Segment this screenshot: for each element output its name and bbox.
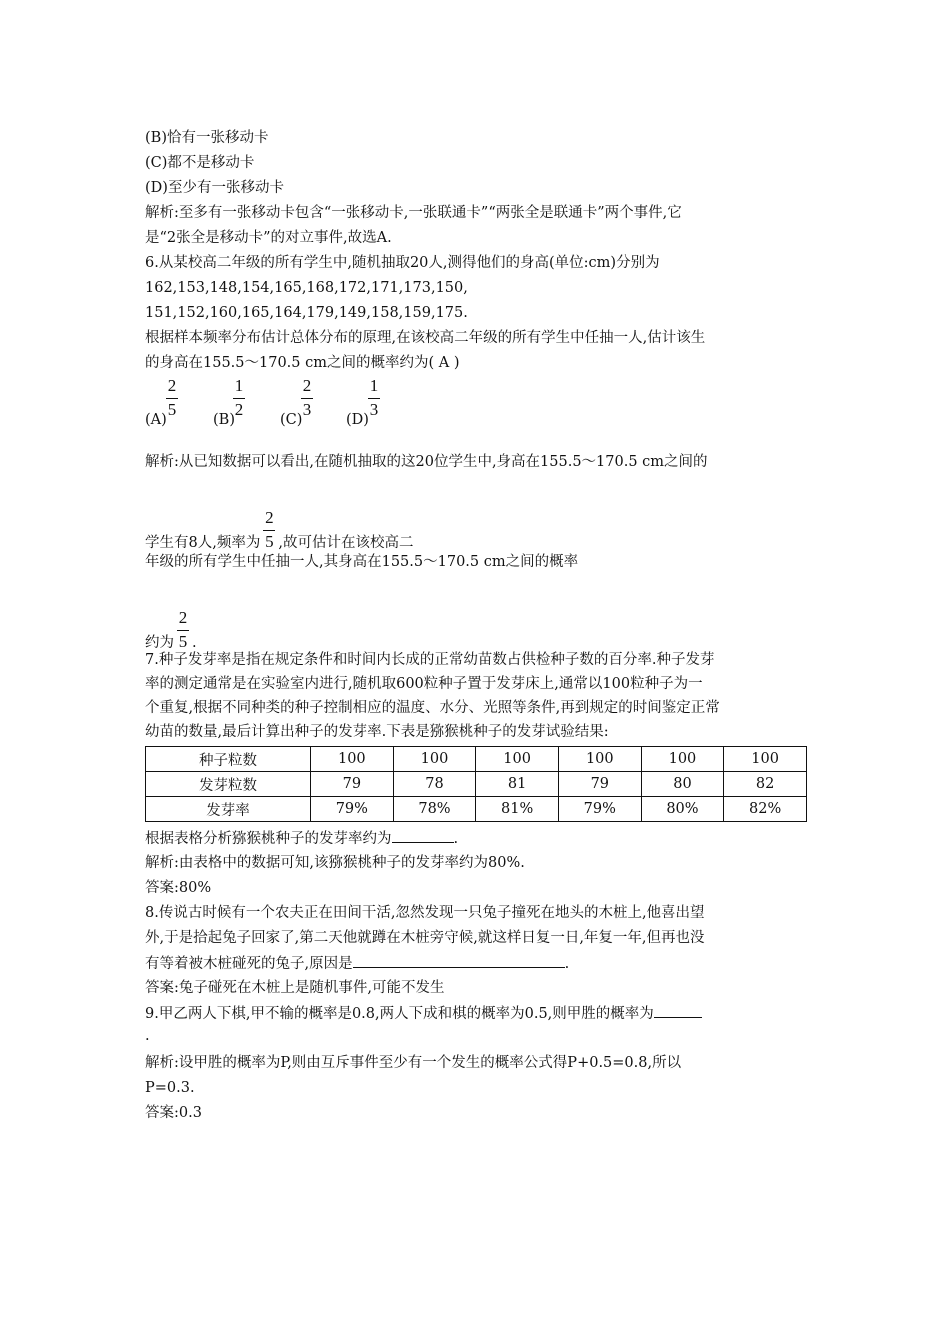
table-cell: 79% xyxy=(558,797,641,822)
fraction-denominator: 5 xyxy=(265,532,274,551)
table-row xyxy=(146,772,807,797)
table-cell: 100 xyxy=(558,747,641,772)
q6-analysis-line-4 xyxy=(145,608,197,653)
q8-stem-line-3 xyxy=(145,953,569,974)
q7-stem-line-1: 7.种子发芽率是指在规定条件和时间内长成的正常幼苗数占供检种子数的百分率.种子发芽 xyxy=(145,652,715,668)
table-cell: 78 xyxy=(393,772,476,797)
q6-option-b-fraction xyxy=(230,376,248,421)
q7-stem-line-2: 率的测定通常是在实验室内进行,随机取600粒种子置于发芽床上,通常以100粒种子为一 xyxy=(145,676,703,692)
table-cell: 82 xyxy=(724,772,807,797)
q6-option-c-fraction xyxy=(298,376,316,421)
q9-answer: 答案:0.3 xyxy=(145,1105,202,1121)
q6-data-line-1: 162,153,148,154,165,168,172,171,173,150, xyxy=(145,280,468,296)
fraction-numerator: 2 xyxy=(178,608,188,627)
table-cell: 81 xyxy=(476,772,559,797)
q7-answer: 答案:80% xyxy=(145,880,212,896)
table-cell: 100 xyxy=(311,747,394,772)
answer-blank xyxy=(654,1003,702,1018)
q9-analysis-line-1: 解析:设甲胜的概率为P,则由互斥事件至少有一个发生的概率公式得P+0.5=0.8,所以 xyxy=(145,1055,682,1071)
answer-blank xyxy=(392,828,454,843)
table-cell: 79 xyxy=(311,772,394,797)
q8-stem-end: . xyxy=(564,956,570,972)
fraction-numerator: 2 xyxy=(167,376,177,395)
q6-option-a-fraction xyxy=(163,376,181,421)
row-header: 发芽率 xyxy=(146,797,311,822)
q7-stem-line-3: 个重复,根据不同种类的种子控制相应的温度、水分、光照等条件,再到规定的时间鉴定正常 xyxy=(145,700,720,716)
q6-option-d-fraction xyxy=(365,376,383,421)
q6-analysis-text-a: 学生有8人,频率为 xyxy=(145,535,261,551)
q6-option-b-label: (B) xyxy=(213,412,235,428)
fraction-denominator: 5 xyxy=(178,632,188,651)
table-row xyxy=(146,797,807,822)
q7-question-end: . xyxy=(453,831,459,847)
q6-stem-line-1: 6.从某校高二年级的所有学生中,随机抽取20人,测得他们的身高(单位:cm)分别为 xyxy=(145,255,660,271)
q6-stem-line-2: 根据样本频率分布估计总体分布的原理,在该校高二年级的所有学生中任抽一人,估计该生 xyxy=(145,330,706,346)
q5-option-d: (D)至少有一张移动卡 xyxy=(145,180,284,196)
q6-analysis-line-3: 年级的所有学生中任抽一人,其身高在155.5～170.5 cm之间的概率 xyxy=(145,554,579,570)
fraction-denominator: 5 xyxy=(167,400,177,419)
q7-stem-line-4: 幼苗的数量,最后计算出种子的发芽率.下表是猕猴桃种子的发芽试验结果: xyxy=(145,724,609,740)
q9-stem-text: 9.甲乙两人下棋,甲不输的概率是0.8,两人下成和棋的概率为0.5,则甲胜的概率为 xyxy=(145,1006,654,1022)
table-cell: 100 xyxy=(724,747,807,772)
q8-answer: 答案:兔子碰死在木桩上是随机事件,可能不发生 xyxy=(145,980,445,996)
table-cell: 78% xyxy=(393,797,476,822)
table-row xyxy=(146,747,807,772)
fraction-numerator: 2 xyxy=(302,376,312,395)
q6-analysis-text-c: 约为 xyxy=(145,635,174,651)
q7-question xyxy=(145,828,458,849)
q5-analysis-line-1: 解析:至多有一张移动卡包含“一张移动卡,一张联通卡”“两张全是联通卡”两个事件,它 xyxy=(145,205,682,221)
fraction-denominator: 2 xyxy=(234,400,244,419)
q8-stem-line-2: 外,于是拾起兔子回家了,第二天他就蹲在木桩旁守候,就这样日复一日,年复一年,但再也没 xyxy=(145,930,705,946)
q6-stem-line-3: 的身高在155.5～170.5 cm之间的概率约为( A ) xyxy=(145,355,460,371)
table-cell: 100 xyxy=(393,747,476,772)
q6-option-d-label: (D) xyxy=(346,412,369,428)
table-cell: 81% xyxy=(476,797,559,822)
q8-stem-text: 有等着被木桩碰死的兔子,原因是 xyxy=(145,956,353,972)
q6-analysis-line-2 xyxy=(145,508,413,553)
fraction-numerator: 1 xyxy=(234,376,244,395)
q6-data-line-2: 151,152,160,165,164,179,149,158,159,175. xyxy=(145,305,468,321)
q6-analysis-text-b: ,故可估计在该校高二 xyxy=(278,535,414,551)
fraction-numerator: 2 xyxy=(265,508,274,527)
q6-analysis-text-d: . xyxy=(192,635,197,651)
table-cell: 80% xyxy=(641,797,724,822)
q7-analysis: 解析:由表格中的数据可知,该猕猴桃种子的发芽率约为80%. xyxy=(145,855,525,871)
q9-stem-line-2: . xyxy=(145,1028,150,1044)
q7-question-text: 根据表格分析猕猴桃种子的发芽率约为 xyxy=(145,831,392,847)
q6-analysis-line-1: 解析:从已知数据可以看出,在随机抽取的这20位学生中,身高在155.5～170.5 cm之间的 xyxy=(145,454,708,470)
fraction-denominator: 3 xyxy=(369,400,379,419)
fraction-denominator: 3 xyxy=(302,400,312,419)
table-cell: 79 xyxy=(558,772,641,797)
q6-option-a-label: (A) xyxy=(145,412,167,428)
q8-stem-line-1: 8.传说古时候有一个农夫正在田间干活,忽然发现一只兔子撞死在地头的木桩上,他喜出望 xyxy=(145,905,705,921)
q5-analysis-line-2: 是“2张全是移动卡”的对立事件,故选A. xyxy=(145,230,392,246)
q9-analysis-line-2: P=0.3. xyxy=(145,1080,195,1096)
table-cell: 82% xyxy=(724,797,807,822)
germination-table xyxy=(145,746,807,822)
table-cell: 100 xyxy=(476,747,559,772)
answer-blank xyxy=(353,953,565,968)
q9-stem-line-1 xyxy=(145,1003,702,1024)
q5-option-c: (C)都不是移动卡 xyxy=(145,155,255,171)
row-header: 发芽粒数 xyxy=(146,772,311,797)
table-cell: 100 xyxy=(641,747,724,772)
q6-analysis-fraction-1 xyxy=(260,508,278,553)
table-cell: 79% xyxy=(311,797,394,822)
q6-option-c-label: (C) xyxy=(280,412,303,428)
row-header: 种子粒数 xyxy=(146,747,311,772)
table-cell: 80 xyxy=(641,772,724,797)
q5-option-b: (B)恰有一张移动卡 xyxy=(145,130,269,146)
fraction-numerator: 1 xyxy=(369,376,379,395)
q6-analysis-fraction-2 xyxy=(174,608,192,653)
